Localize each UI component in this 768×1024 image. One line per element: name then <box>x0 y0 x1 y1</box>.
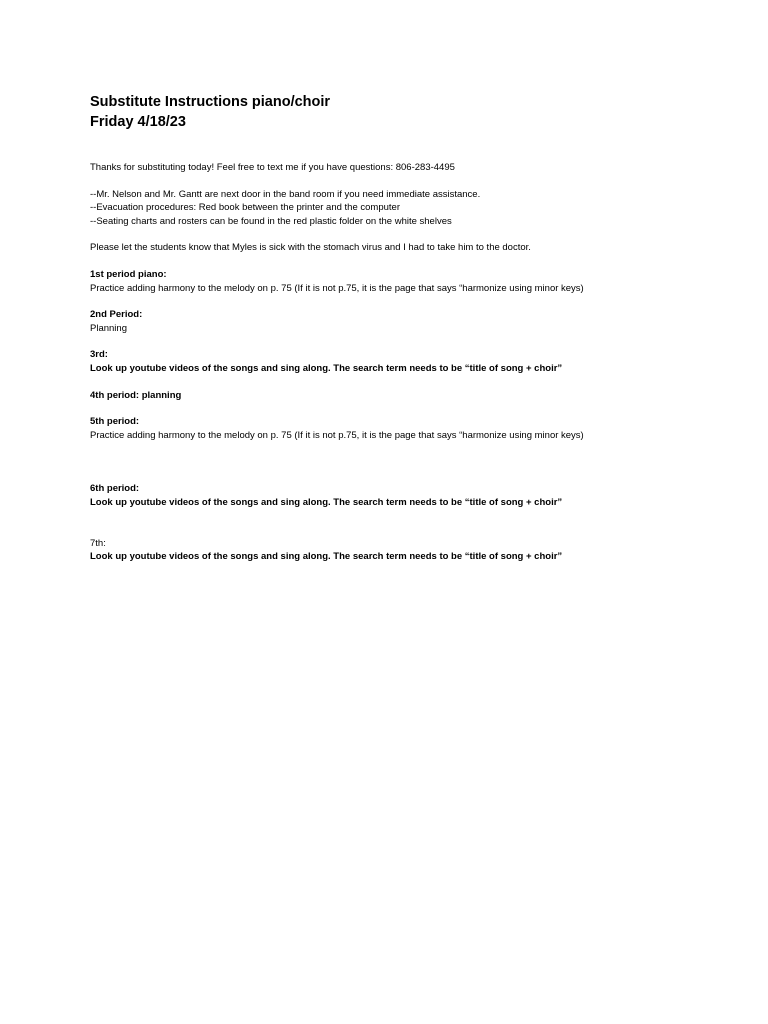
period-3-heading: 3rd: <box>90 349 108 361</box>
period-1-heading: 1st period piano: <box>90 268 167 280</box>
notes-list <box>90 188 730 229</box>
announcement-text: Please let the students know that Myles is sick with the stomach virus and I had to take him to the doctor. <box>90 242 531 254</box>
period-2-text: Planning <box>90 322 127 334</box>
period-1-text: Practice adding harmony to the melody on p. 75 (If it is not p.75, it is the page that says “harmonize using minor keys) <box>90 282 584 294</box>
period-2-section <box>90 308 730 335</box>
intro-text: Thanks for substituting today! Feel free to text me if you have questions: 806-283-4495 <box>90 162 455 173</box>
period-5-text: Practice adding harmony to the melody on p. 75 (If it is not p.75, it is the page that says “harmonize using minor keys) <box>90 429 584 441</box>
period-4-heading: 4th period: planning <box>90 389 182 401</box>
period-7-text: Look up youtube videos of the songs and sing along. The search term needs to be “title of song + choir” <box>90 551 563 563</box>
period-3-section <box>90 348 730 375</box>
period-7-heading: 7th: <box>90 537 106 549</box>
period-6-text: Look up youtube videos of the songs and sing along. The search term needs to be “title of song + choir” <box>90 496 563 508</box>
period-6-heading: 6th period: <box>90 483 140 495</box>
period-7-section <box>90 537 730 564</box>
note-item: --Evacuation procedures: Red book between the printer and the computer <box>90 202 400 214</box>
period-6-section <box>90 482 730 509</box>
period-3-text: Look up youtube videos of the songs and sing along. The search term needs to be “title of song + choir” <box>90 362 563 374</box>
note-item: --Mr. Nelson and Mr. Gantt are next door in the band room if you need immediate assistance. <box>90 188 481 200</box>
period-5-heading: 5th period: <box>90 416 140 428</box>
note-item: --Seating charts and rosters can be found in the red plastic folder on the white shelves <box>90 215 452 227</box>
document-date: Friday 4/18/23 <box>90 114 186 130</box>
period-1-section <box>90 268 730 295</box>
period-5-section <box>90 415 730 442</box>
document-page <box>90 92 730 564</box>
period-2-heading: 2nd Period: <box>90 309 143 321</box>
document-title: Substitute Instructions piano/choir <box>90 94 331 110</box>
period-4-section <box>90 389 730 403</box>
